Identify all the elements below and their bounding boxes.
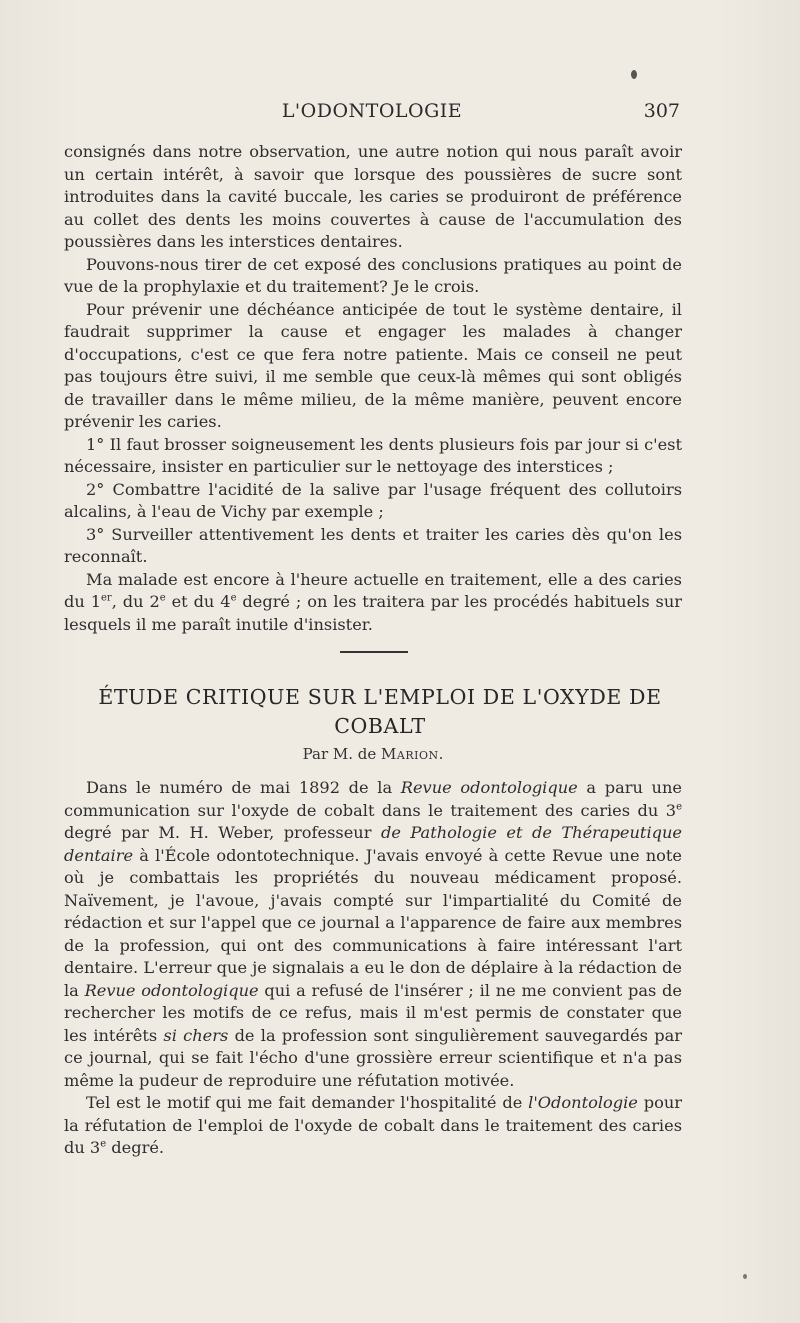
running-title: L'ODONTOLOGIE (281, 100, 463, 122)
superscript: e (676, 801, 682, 813)
article-title (40, 683, 720, 741)
italic-title: Revue odontologique (84, 980, 259, 1000)
page-header (64, 100, 680, 130)
byline-prefix: Par M. de (302, 745, 382, 763)
article-title-line1: ÉTUDE CRITIQUE SUR L'EMPLOI DE L'OXYDE DE (98, 685, 662, 709)
paragraph: Pour prévenir une déchéance anticipée de tout le système dentaire, il faudrait supprimer la cause et engager les malades à changer d'occupations, c'est ce que fera notre patiente. Mais ce conseil ne peut pas toujours être suivi, il me semble que ceux-là mêmes qui sont obligés de travailler dans le même milieu, de la même manière, peuvent encore prévenir les caries. (64, 299, 682, 431)
text-run: et du 4 (165, 592, 231, 611)
paragraph (64, 777, 682, 1092)
article-title-line2: COBALT (334, 714, 426, 738)
section-divider (340, 651, 408, 653)
text-run: a paru une communication sur l'oxyde de cobalt dans le traitement des caries du 3 (64, 778, 682, 820)
author-name: Marion (381, 745, 439, 763)
text-run: Ma malade est encore à l'heure actuelle en traitement, elle a des caries du 1 (64, 569, 682, 611)
list-item: 2° Combattre l'acidité de la salive par l'usage fréquent des collutoirs alcalins, à l'eau de Vichy par exemple ; (64, 479, 682, 521)
superscript: e (159, 592, 166, 604)
article-body (64, 777, 682, 1160)
ink-speck (631, 70, 637, 79)
list-item: 1° Il faut brosser soigneusement les dents plusieurs fois par jour si c'est nécessaire, insister en particulier sur le nettoyage des interstices ; (64, 434, 682, 476)
italic-text: si chers (163, 1025, 229, 1045)
paragraph (64, 1092, 682, 1160)
text-run: pour la réfutation de l'emploi de l'oxyde de cobalt dans le traitement des caries du 3 (64, 1093, 682, 1157)
page-number: 307 (643, 100, 680, 122)
text-run: Dans le numéro de mai 1892 de la (86, 778, 401, 797)
italic-text: de Pathologie et de Thérapeutique dentaire (64, 823, 682, 865)
ink-speck (743, 1274, 747, 1279)
superscript: er (101, 592, 112, 604)
text-run: à l'École odontotechnique. J'avais envoyé à cette Revue une note où je combattais les propriétés du nouveau médicament proposé. Naïvement, je l'avoue, j'avais compté sur l'impartialité du Comité de rédaction et sur l'appel que ce journal a l'apparence de faire aux membres de la profession, qui ont des communications à faire intéressant l'art dentaire. L'erreur que je signalais a eu le don de déplaire à la rédaction de la (64, 845, 682, 1000)
text-run: de la profession sont singulièrement sauvegardés par ce journal, qui se fait l'écho d'une grossière erreur scientifique et n'a pas même la pudeur de reproduire une réfutation motivée. (64, 1025, 682, 1090)
paragraph: Pouvons-nous tirer de cet exposé des conclusions pratiques au point de vue de la prophylaxie et du traitement? Je le crois. (64, 254, 682, 296)
article-byline (64, 745, 682, 763)
text-run: degré ; on les traitera par les procédés habituels sur lesquels il me paraît inutile d'insister. (64, 592, 683, 634)
list-item: 3° Surveiller attentivement les dents et traiter les caries dès qu'on les reconnaît. (64, 524, 682, 566)
superscript: e (230, 592, 237, 604)
italic-title: l'Odontologie (528, 1093, 638, 1112)
text-run: qui a refusé de l'insérer ; il ne me convient pas de rechercher les motifs de ce refus, mais il m'est permis de constater que les intérêts (64, 980, 682, 1045)
superscript: e (100, 1138, 107, 1150)
paragraph: consignés dans notre observation, une autre notion qui nous paraît avoir un certain intérêt, à savoir que lorsque des poussières de sucre sont introduites dans la cavité buccale, les caries se produiront de préférence au collet des dents les moins couvertes à cause de l'accumulation des poussières dans les interstices dentaires. (64, 142, 682, 251)
byline-suffix: . (438, 745, 444, 763)
text-run: , du 2 (111, 592, 160, 611)
paragraph (64, 569, 682, 637)
text-run: degré. (106, 1138, 165, 1157)
text-run: degré par M. H. Weber, professeur (64, 823, 381, 842)
italic-title: Revue odontologique (400, 778, 578, 797)
text-run: Tel est le motif qui me fait demander l'hospitalité de (86, 1093, 529, 1112)
previous-article-conclusion (64, 141, 682, 636)
